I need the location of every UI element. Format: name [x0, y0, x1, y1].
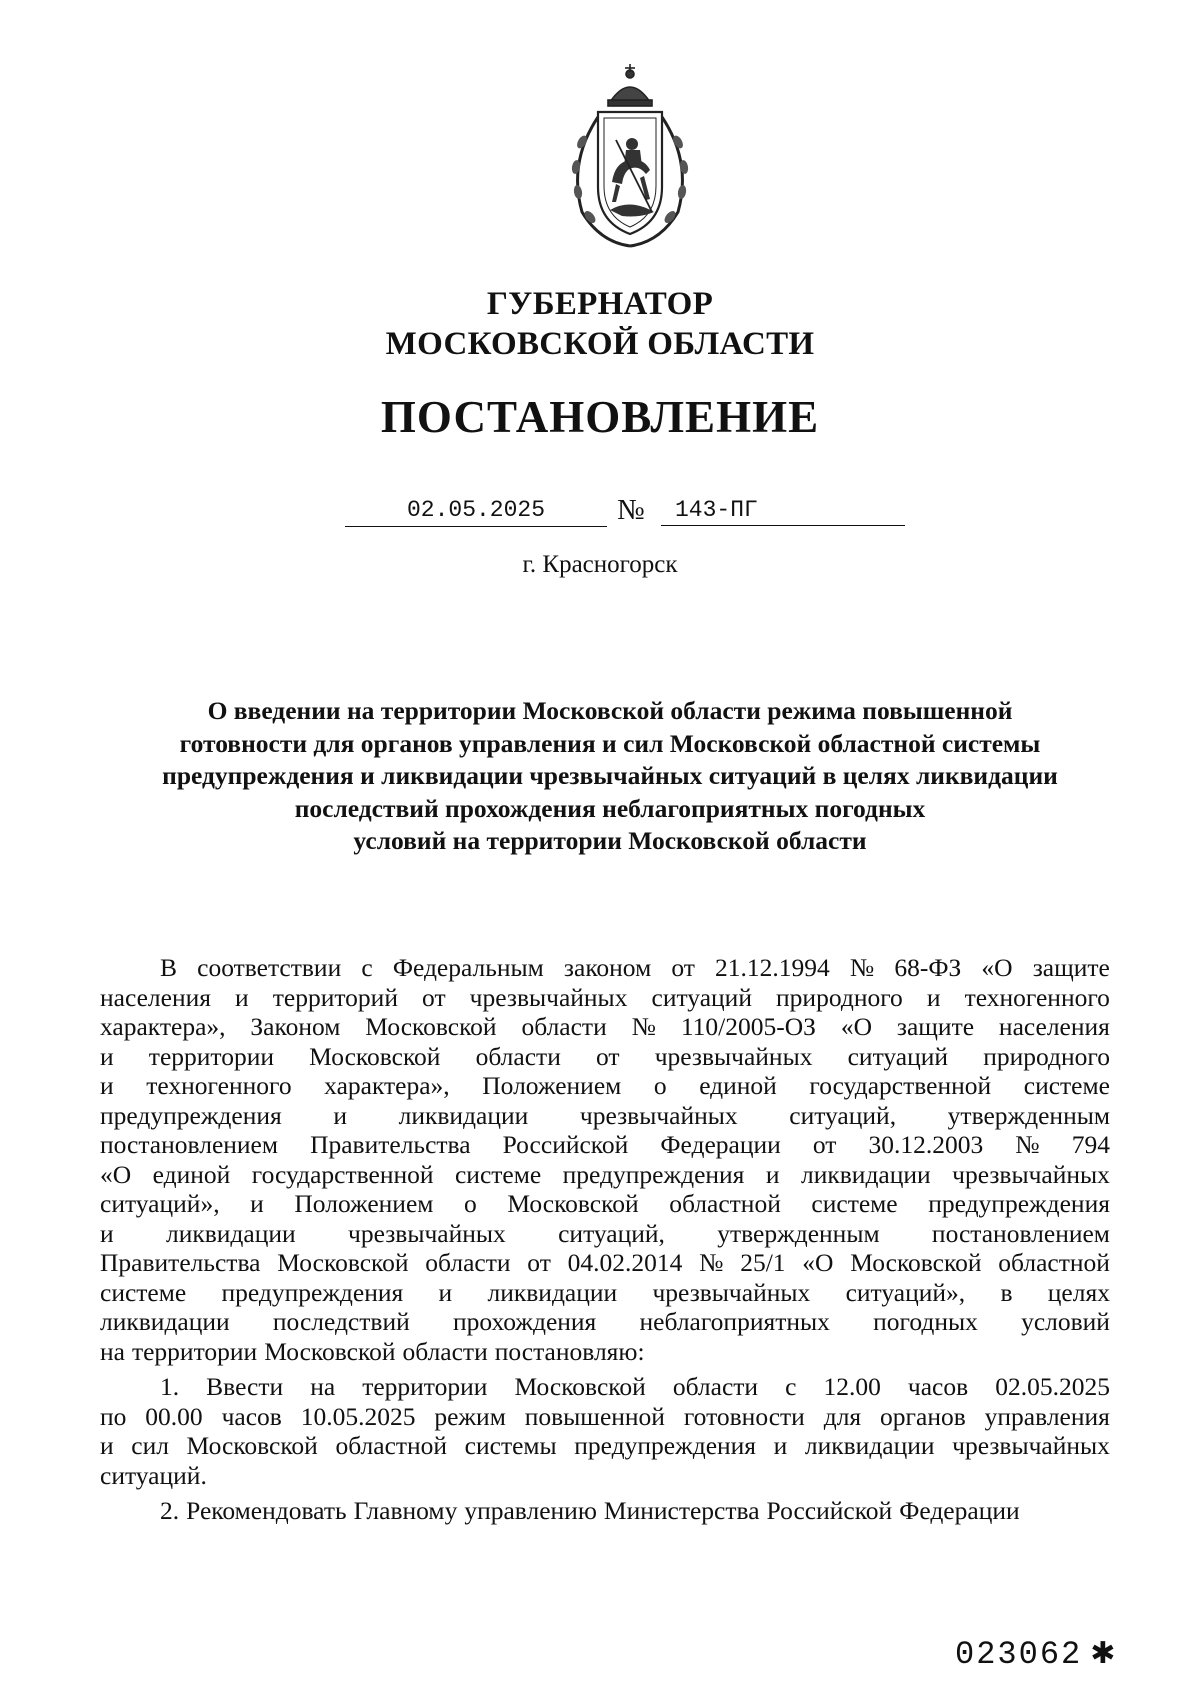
body-line [100, 1101, 1110, 1131]
word: на [100, 1336, 125, 1366]
document-body [100, 953, 1110, 1532]
asterisk-mark-icon: ✱ [1090, 1636, 1118, 1671]
word: чрезвычайных [952, 1431, 1110, 1460]
word: Московской [514, 1372, 646, 1401]
word: Московской [186, 1431, 318, 1460]
subject-line: О введении на территории Московской области режима повышенной [207, 696, 1013, 725]
word: Правительства [310, 1130, 471, 1159]
word: от [527, 1248, 551, 1277]
body-line [100, 1189, 1110, 1219]
word: «О [981, 953, 1013, 982]
word: В [160, 953, 178, 982]
word: Московской [850, 1248, 982, 1277]
word: «О [802, 1248, 834, 1277]
word: единой [699, 1071, 777, 1100]
word: режим [434, 1401, 506, 1431]
word: чрезвычайных [579, 1100, 738, 1130]
word: 2. [160, 1496, 180, 1525]
word: системы [464, 1431, 557, 1460]
body-line [100, 1012, 1110, 1042]
word: единой [152, 1159, 231, 1189]
word: управления [984, 1401, 1110, 1431]
word: № [849, 953, 875, 982]
word: области [402, 1336, 488, 1366]
word: на [310, 1372, 336, 1401]
word: соответствии [197, 953, 342, 982]
word: ситуаций [847, 1041, 949, 1071]
word: и [250, 1189, 264, 1218]
word: готовности [683, 1401, 805, 1431]
word: территорий [272, 982, 398, 1012]
word: № [1015, 1130, 1040, 1159]
word: Российской [766, 1496, 893, 1525]
word: и [773, 1431, 788, 1460]
word: предупреждения [574, 1431, 757, 1460]
word: 1. [160, 1372, 180, 1401]
word: условий [1021, 1307, 1110, 1336]
number-sign: № [617, 494, 645, 526]
word: областной [998, 1248, 1110, 1277]
word: системе [100, 1277, 187, 1307]
word: ликвидации [801, 1159, 931, 1189]
word: ликвидации [804, 1431, 935, 1460]
word: техногенного [146, 1071, 292, 1100]
body-line [100, 983, 1110, 1013]
word: системе [454, 1159, 542, 1189]
word: Российской [502, 1130, 629, 1159]
word: государственной [251, 1159, 434, 1189]
word: законом [563, 953, 652, 982]
document-type-title: ПОСТАНОВЛЕНИЕ [380, 392, 820, 442]
word: Правительства [100, 1248, 261, 1277]
word: чрезвычайных [654, 1041, 813, 1071]
word: территории [131, 1336, 258, 1366]
word: утвержденным [717, 1218, 880, 1248]
word: 02.05.2025 [995, 1372, 1110, 1401]
word: Московской [277, 1248, 409, 1277]
body-line [100, 1219, 1110, 1249]
body-line [100, 1160, 1110, 1190]
word: утвержденным [947, 1100, 1110, 1130]
word: чрезвычайных [952, 1159, 1110, 1189]
body-line [100, 1431, 1110, 1461]
word: защите [1032, 953, 1110, 982]
word: областной [669, 1189, 781, 1218]
word: для [823, 1401, 862, 1431]
word: Московской [507, 1189, 639, 1218]
word: и [100, 1071, 114, 1100]
word: характера», [324, 1071, 450, 1100]
word: и [100, 1218, 114, 1248]
word: Положением [482, 1071, 622, 1100]
moscow-oblast-coat-of-arms-icon [560, 62, 700, 252]
word: области [521, 1012, 607, 1041]
word: «О [840, 1012, 872, 1041]
body-line [100, 1042, 1110, 1072]
word: Рекомендовать [186, 1496, 347, 1525]
word: 10.05.2025 [300, 1401, 416, 1431]
word: ликвидации [398, 1100, 529, 1130]
word: системе [811, 1189, 898, 1218]
word: «О [100, 1159, 132, 1189]
word: о [464, 1189, 477, 1218]
word: области [425, 1248, 511, 1277]
body-line [100, 1337, 1110, 1367]
word: населения [998, 1012, 1110, 1041]
body-line [100, 953, 1110, 983]
word: от [595, 1041, 620, 1071]
body-paragraph [100, 1372, 1110, 1490]
word: неблагоприятных [639, 1307, 830, 1336]
word: Главному [353, 1496, 458, 1525]
word: от [422, 982, 446, 1012]
word: в [1000, 1277, 1013, 1307]
word: ситуаций. [100, 1460, 207, 1490]
body-paragraph [100, 953, 1110, 1366]
date-number-line [345, 492, 905, 532]
word: ситуаций», [845, 1277, 966, 1307]
authority-title: ГУБЕРНАТОР [486, 286, 714, 322]
word: и [438, 1277, 453, 1307]
word: с [361, 953, 373, 982]
word: повышенной [524, 1401, 665, 1431]
word: Федеральным [392, 953, 544, 982]
body-line [100, 1278, 1110, 1308]
authority-region: МОСКОВСКОЙ ОБЛАСТИ [385, 326, 815, 362]
word: области [672, 1372, 759, 1401]
word: техногенного [964, 982, 1110, 1012]
word: государственной [809, 1071, 992, 1100]
word: по [100, 1401, 127, 1431]
word: и [235, 982, 249, 1012]
word: органов [880, 1401, 966, 1431]
word: предупреждения [562, 1159, 745, 1189]
word: области [475, 1041, 561, 1071]
word: от [812, 1130, 837, 1159]
body-line [100, 1071, 1110, 1101]
word: о [653, 1071, 667, 1100]
word: природного [776, 982, 903, 1012]
word: природного [983, 1041, 1110, 1071]
body-line [100, 1461, 1110, 1491]
serial-stamp [955, 1636, 1117, 1673]
body-line [100, 1372, 1110, 1402]
word: № [631, 1012, 656, 1041]
word: 794 [1071, 1130, 1110, 1159]
word: управлению [464, 1496, 597, 1525]
body-line [100, 1496, 1110, 1526]
word: территории [148, 1041, 275, 1071]
word: ликвидации [165, 1218, 296, 1248]
body-paragraph [100, 1496, 1110, 1526]
word: последствий [272, 1307, 410, 1336]
word: постановлением [100, 1130, 279, 1159]
word: ликвидации [487, 1277, 618, 1307]
word: Московской [264, 1336, 396, 1366]
word: Федерации [899, 1496, 1020, 1525]
word: 30.12.2003 [868, 1130, 984, 1159]
document-number: 143-ПГ [661, 492, 905, 526]
word: 110/2005-ОЗ [680, 1012, 816, 1041]
word: № [699, 1248, 724, 1277]
word: ситуаций, [789, 1100, 897, 1130]
subject-line: готовности для органов управления и сил Московской областной системы [179, 728, 1041, 758]
word: 00.00 [145, 1401, 203, 1431]
word: прохождения [452, 1307, 597, 1336]
word: предупреждения [100, 1100, 282, 1130]
body-line [100, 1248, 1110, 1278]
word: 04.02.2014 [567, 1248, 683, 1277]
word: характера», [100, 1012, 226, 1041]
word: 21.12.1994 [715, 953, 830, 982]
word: территории [362, 1372, 488, 1401]
document-city: г. Красногорск [522, 551, 678, 578]
word: от [671, 953, 695, 982]
word: Федерации [660, 1130, 781, 1159]
word: областной [335, 1431, 448, 1460]
word: Министерства [603, 1496, 760, 1525]
word: Московской [309, 1041, 441, 1071]
word: Московской [365, 1012, 497, 1041]
word: часов [907, 1372, 969, 1401]
body-line [100, 1307, 1110, 1337]
subject-line: условий на территории Московской области [353, 826, 867, 855]
word: чрезвычайных [652, 1277, 811, 1307]
serial-number: 023062 [955, 1636, 1083, 1673]
word: и [926, 982, 941, 1012]
word: и [100, 1041, 114, 1071]
word: сил [131, 1431, 169, 1460]
word: Ввести [206, 1372, 284, 1401]
word: и [100, 1431, 114, 1460]
word: предупреждения [928, 1189, 1110, 1218]
word: постановляю: [494, 1336, 645, 1366]
word: и [333, 1100, 347, 1130]
word: ситуаций, [558, 1218, 665, 1248]
document-date: 02.05.2025 [345, 492, 607, 527]
word: с [785, 1372, 797, 1401]
body-line [100, 1402, 1110, 1432]
word: 68-ФЗ [894, 953, 962, 982]
word: и [765, 1159, 780, 1189]
word: чрезвычайных [348, 1218, 506, 1248]
word: Положением [294, 1189, 434, 1218]
word: ситуаций [651, 982, 752, 1012]
word: 12.00 [823, 1372, 881, 1401]
word: населения [100, 982, 211, 1012]
word: Законом [250, 1012, 341, 1041]
word: чрезвычайных [469, 982, 628, 1012]
word: защите [896, 1012, 975, 1041]
subject-line: последствий прохождения неблагоприятных погодных [294, 793, 926, 823]
body-line [100, 1130, 1110, 1160]
word: погодных [873, 1307, 978, 1336]
word: системе [1023, 1071, 1110, 1100]
word: часов [221, 1401, 282, 1431]
word: 25/1 [740, 1248, 786, 1277]
word: целях [1047, 1277, 1110, 1307]
subject-line: предупреждения и ликвидации чрезвычайных ситуаций в целях ликвидации [162, 761, 1058, 790]
word: ситуаций», [100, 1189, 220, 1218]
word: постановлением [931, 1218, 1110, 1248]
document-subject [110, 695, 1110, 858]
word: предупреждения [221, 1277, 404, 1307]
word: ликвидации [100, 1307, 230, 1336]
